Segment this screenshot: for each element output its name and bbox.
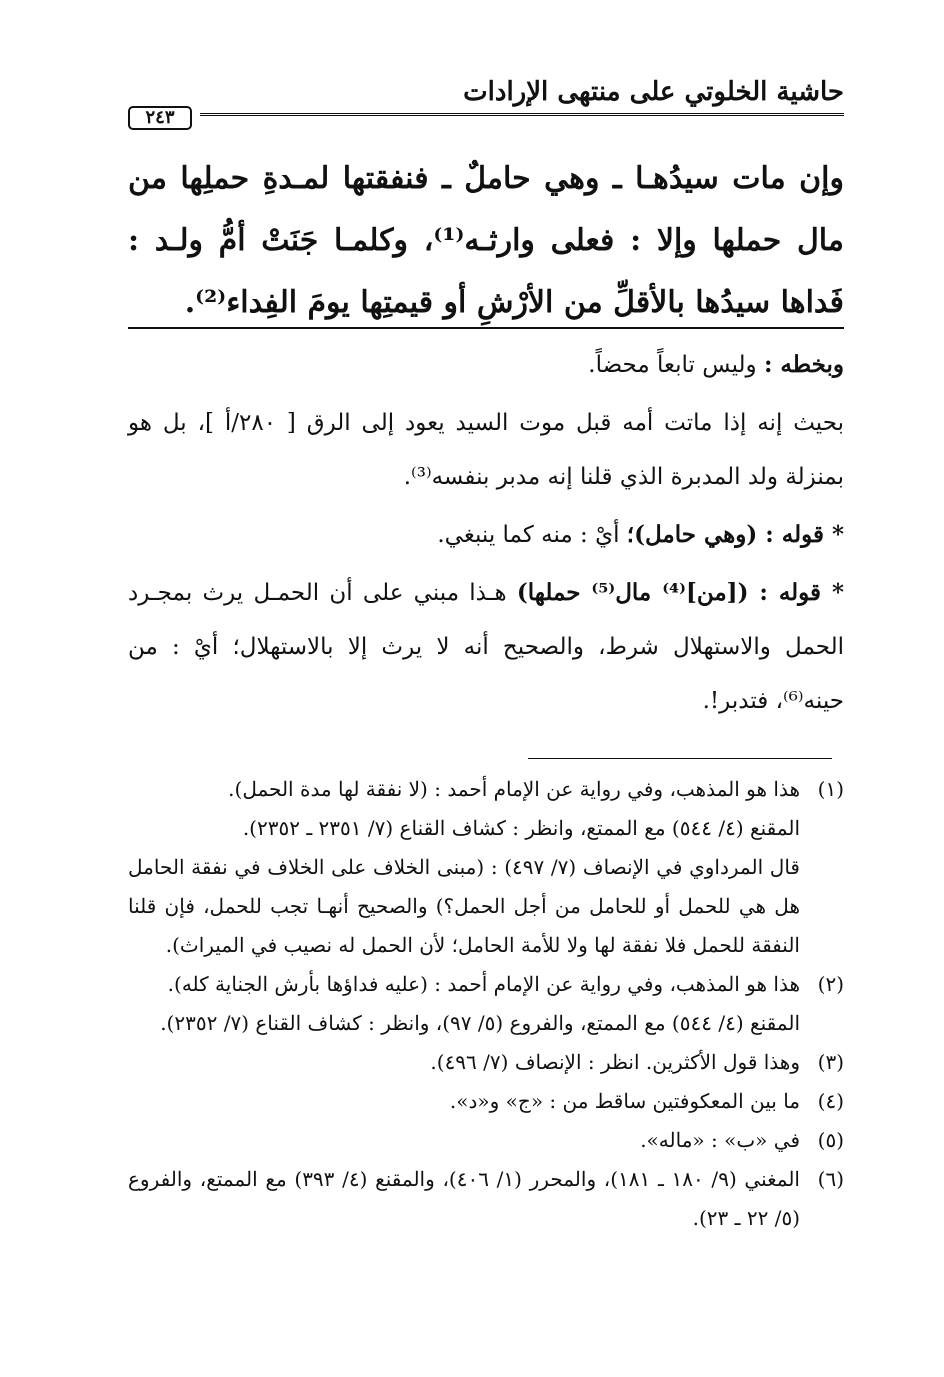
main-text-separator — [128, 327, 844, 329]
commentary — [128, 338, 844, 728]
footnote-line: هذا هو المذهب، وفي رواية عن الإمام أحمد : (لا نفقة لها مدة الحمل). — [228, 777, 800, 801]
footnote-line: المغني (٩/ ١٨٠ ـ ١٨١)، والمحرر (١/ ٤٠٦)، والمقنع (٤/ ٣٩٣) مع الممتع، والفروع (٥/ ٢٢ ـ ٢٣). — [128, 1167, 800, 1230]
footnote — [128, 1082, 844, 1121]
running-title: حاشية الخلوتي على منتهى الإرادات — [463, 77, 844, 107]
footnote-body — [128, 1160, 800, 1238]
footnote — [128, 1160, 844, 1238]
footnote-line: المقنع (٤/ ٥٤٤) مع الممتع، والفروع (٥/ ٩٧)، وانظر : كشاف القناع (٧/ ٢٣٥٢). — [160, 1011, 800, 1035]
footnote-number: (٣) — [817, 1050, 844, 1074]
footnote-number: (٢) — [817, 972, 844, 996]
footnote — [128, 770, 844, 965]
commentary-label: وبخطه : — [763, 351, 844, 378]
footnote-line: قال المرداوي في الإنصاف (٧/ ٤٩٧) : (مبنى الخلاف على الخلاف في نفقة الحامل هل هي للحمل أو للحامل من أجل الحمل؟) والصحيح أنهـا تجب للحمل، فإن قلنا النفقة للحمل فلا نفقة لها ولا للأمة الحامل؛ لأن الحمل له نصيب في الميراث). — [128, 855, 800, 957]
commentary-paragraph — [128, 566, 844, 728]
commentary-text: أيْ : منه كما ينبغي. — [437, 522, 627, 548]
footnote — [128, 965, 844, 1043]
footnote-body — [128, 1043, 800, 1082]
footnote — [128, 1121, 844, 1160]
commentary-paragraph — [128, 396, 844, 504]
footnote-line: المقنع (٤/ ٥٤٤) مع الممتع، وانظر : كشاف القناع (٧/ ٢٣٥١ ـ ٢٣٥٢). — [242, 816, 800, 840]
header-rule — [200, 113, 844, 119]
main-text: وإن مات سيدُهـا ـ وهي حاملٌ ـ فنفقتها لمـدةِ حملِها من مال حملها وإلا : فعلى وارثـه⁽¹⁾، وكلمـا جَنَتْ أمُّ ولـد : فَداها سيدُها بالأقلِّ من الأرْشِ أو قيمتِها يومَ الفِداء⁽²⁾. — [128, 161, 844, 320]
footnotes — [128, 770, 844, 1238]
commentary-label: * قوله : (وهي حامل)؛ — [626, 521, 844, 548]
commentary-text: بحيث إنه إذا ماتت أمه قبل موت السيد يعود إلى الرق [ ٢٨٠/أ ]، بل هو بمنزلة ولد المدبرة الذي قلنا إنه مدبر بنفسه⁽³⁾. — [128, 410, 844, 490]
commentary-text: هـذا مبني على أن الحمـل يرث بمجـرد الحمل والاستهلال شرط، والصحيح أنه لا يرث إلا بالاستهلال؛ أيْ : من حينه⁽⁶⁾، فتدبر!. — [128, 580, 844, 714]
footnote-body — [128, 1121, 800, 1160]
commentary-text: وليس تابعاً محضاً. — [588, 352, 764, 378]
footnote — [128, 1043, 844, 1082]
footnote-number: (١) — [817, 777, 844, 801]
footnote-body — [128, 965, 800, 1043]
footnote-body — [128, 770, 800, 965]
footnote-number: (٦) — [817, 1167, 844, 1191]
commentary-paragraph — [128, 338, 844, 392]
footnote-number: (٤) — [817, 1089, 844, 1113]
header-rule-row — [128, 106, 844, 126]
footnote-rule — [528, 758, 832, 759]
footnote-number: (٥) — [817, 1128, 844, 1152]
page-number: ٢٤٣ — [128, 106, 192, 130]
footnote-body — [128, 1082, 800, 1121]
footnote-line: ما بين المعكوفتين ساقط من : «ج» و«د». — [449, 1089, 800, 1113]
footnote-line: في «ب» : «ماله». — [640, 1128, 800, 1152]
footnote-line: وهذا قول الأكثرين. انظر : الإنصاف (٧/ ٤٩٦). — [430, 1050, 800, 1074]
footnote-line: هذا هو المذهب، وفي رواية عن الإمام أحمد : (عليه فداؤها بأرش الجناية كله). — [167, 972, 800, 996]
commentary-label: * قوله : ([من]⁽⁴⁾ مال⁽⁵⁾ حملها) — [516, 579, 845, 606]
commentary-paragraph — [128, 508, 844, 562]
